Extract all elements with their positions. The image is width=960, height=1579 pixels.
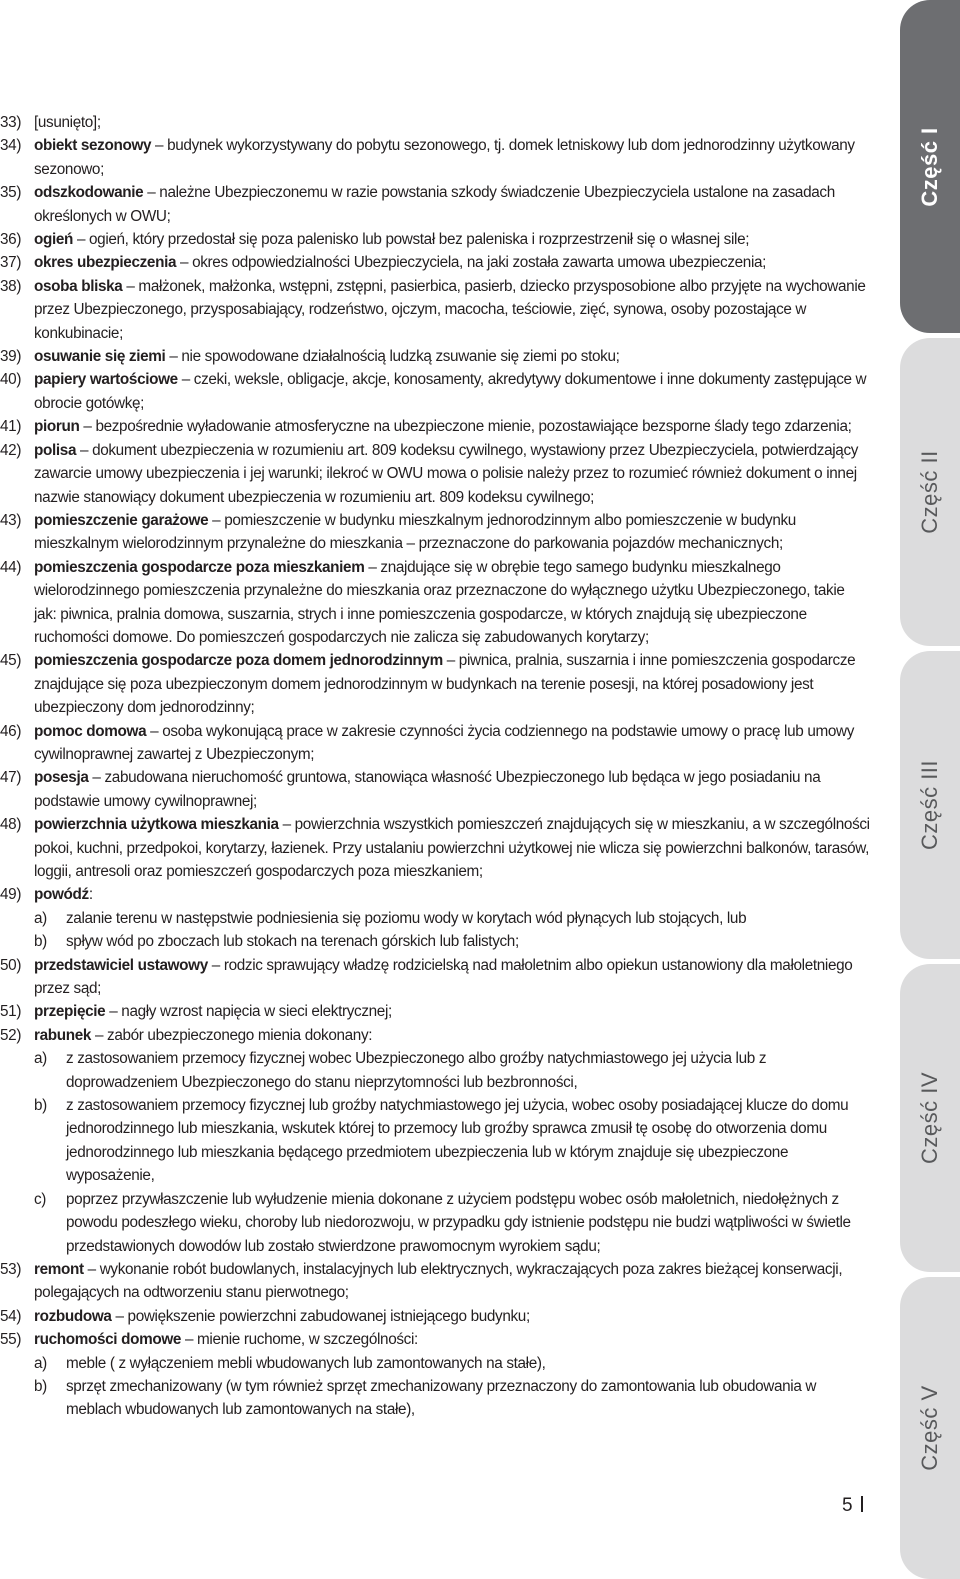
definition-number: 43) — [0, 511, 22, 529]
definition-body — [34, 723, 854, 763]
definition-body — [34, 1003, 392, 1020]
definition-text: – zabudowana nieruchomość gruntowa, stanowiąca własność Ubezpieczonego lub będąca w jego posiadaniu na podstawie umowy cywilnoprawnej; — [34, 769, 821, 810]
definition-number: 55) — [0, 1331, 22, 1349]
definition-item — [0, 439, 870, 509]
definition-body — [34, 418, 852, 435]
definition-body — [34, 512, 796, 552]
definition-body — [34, 1331, 418, 1348]
tab-label: Część IV — [917, 1071, 942, 1165]
definition-item — [0, 720, 870, 767]
definition-number: 42) — [0, 441, 22, 459]
definition-number: 35) — [0, 184, 22, 202]
definition-number: 52) — [0, 1026, 22, 1044]
tab-czesc-3[interactable] — [900, 651, 960, 959]
definition-item — [0, 1258, 870, 1305]
document-body — [0, 111, 870, 1422]
definition-body — [34, 1261, 842, 1301]
definition-term: rozbudowa — [34, 1307, 112, 1325]
definition-body — [34, 559, 845, 646]
tab-label: Część I — [917, 126, 942, 207]
subitem-text: z zastosowaniem przemocy fizycznej lub groźby natychmiastowego jej użycia, wobec osoby posiadającej klucze do domu jednorodzinnego lub mieszkania, wskutek której to przemocy lub groźby sprawca zmusił tę osobę do otworzenia domu jednorodzinnego lub mieszkania będącego przedmiotem ubezpieczenia lub w którym znajduje się ubezpieczone wyposażenie, — [66, 1097, 849, 1185]
definition-body — [34, 1027, 372, 1044]
definition-number: 51) — [0, 1003, 22, 1021]
definition-body — [34, 114, 101, 131]
definition-number: 40) — [0, 371, 22, 389]
definition-term: przedstawiciel ustawowy — [34, 956, 208, 974]
section-tabs — [900, 0, 960, 1579]
definition-item — [0, 134, 870, 181]
definition-body — [34, 371, 866, 411]
definition-text: – nagły wzrost napięcia w sieci elektrycznej; — [105, 1003, 392, 1021]
definition-text: – nie spowodowane działalnością ludzką zsuwanie się ziemi po stoku; — [165, 348, 620, 366]
definition-term: remont — [34, 1260, 84, 1278]
definition-text: – znajdujące się w obrębie tego samego budynku mieszkalnego wielorodzinnego pomieszczenia przynależne do mieszkania oraz przeznaczone do wyłącznego użytku Ubezpieczonego, takie jak: piwnica, pralnia domowa, suszarnia, strych i inne pomieszczenia gospodarcze, w których znajdują się ubezpieczone ruchomości domowe. Do pomieszczeń gospodarczych nie zalicza się zabudowanych korytarzy; — [34, 558, 845, 646]
subitem-letter: b) — [34, 1097, 47, 1115]
definition-subitem — [0, 1094, 870, 1188]
definition-body — [34, 278, 866, 342]
tab-label: Część II — [917, 450, 942, 534]
definition-item — [0, 181, 870, 228]
definition-item — [0, 766, 870, 813]
tab-label: Część III — [917, 759, 942, 851]
definition-item — [0, 954, 870, 1001]
tab-label: Część V — [917, 1385, 942, 1471]
definition-number: 45) — [0, 652, 22, 670]
definition-body — [34, 886, 93, 903]
subitem-letter: c) — [34, 1190, 47, 1208]
subitem-text: meble ( z wyłączeniem mebli wbudowanych lub zamontowanych na stałe), — [66, 1354, 546, 1372]
definition-body — [34, 652, 855, 716]
definition-number: 37) — [0, 254, 22, 272]
definition-term: odszkodowanie — [34, 184, 144, 202]
subitem-text: spływ wód po zboczach lub stokach na terenach górskich lub falistych; — [66, 933, 519, 951]
subitem-letter: a) — [34, 909, 47, 927]
tab-czesc-1[interactable] — [900, 0, 960, 333]
definition-item — [0, 228, 870, 251]
definition-item — [0, 368, 870, 415]
subitem-letter: b) — [34, 1377, 47, 1395]
definition-term: obiekt sezonowy — [34, 137, 152, 155]
definition-item — [0, 1328, 870, 1351]
subitem-text: z zastosowaniem przemocy fizycznej wobec Ubezpieczonego albo groźby natychmiastowego jej użycia lub z doprowadzeniem Ubezpieczonego do stanu nieprzytomności lub bezbronności, — [66, 1050, 767, 1091]
definition-term: pomoc domowa — [34, 722, 147, 740]
subitem-letter: a) — [34, 1050, 47, 1068]
definition-number: 34) — [0, 137, 22, 155]
definition-text: – osoba wykonującą prace w zakresie czynności życia codziennego na podstawie umowy o pracę lub umowy cywilnoprawnej zawartej z Ubezpieczonym; — [34, 722, 855, 763]
definition-item — [0, 345, 870, 368]
tab-czesc-5[interactable] — [900, 1277, 960, 1579]
definition-term: osoba bliska — [34, 277, 123, 295]
definition-item — [0, 813, 870, 883]
subitem-letter: a) — [34, 1354, 47, 1372]
definition-term: papiery wartościowe — [34, 371, 178, 389]
definition-body — [34, 442, 858, 506]
definition-number: 44) — [0, 558, 22, 576]
definition-term: osuwanie się ziemi — [34, 348, 166, 366]
definition-subitem — [0, 1047, 870, 1094]
definition-subitem — [0, 1188, 870, 1258]
definition-item — [0, 111, 870, 134]
definition-term: pomieszczenie garażowe — [34, 511, 209, 529]
definition-term: ruchomości domowe — [34, 1331, 182, 1349]
definition-term: okres ubezpieczenia — [34, 254, 177, 272]
definition-body — [34, 1308, 530, 1325]
definition-item — [0, 883, 870, 906]
definition-text: – budynek wykorzystywany do pobytu sezonowego, tj. domek letniskowy lub dom jednorodzinny użytkowany sezonowo; — [34, 137, 855, 178]
definition-text: – zabór ubezpieczonego mienia dokonany: — [91, 1026, 373, 1044]
definition-item — [0, 415, 870, 438]
definition-body — [34, 957, 852, 997]
definition-text: – mienie ruchome, w szczególności: — [181, 1331, 418, 1349]
definition-text: – należne Ubezpieczonemu w razie powstania szkody świadczenie Ubezpieczyciela ustalone na zasadach określonych w OWU; — [34, 184, 835, 225]
definition-number: 53) — [0, 1260, 22, 1278]
definition-text: – pomieszczenie w budynku mieszkalnym jednorodzinnym albo pomieszczenie w budynku mieszkalnym wielorodzinnym przynależne do mieszkania – przeznaczone do parkowania pojazdów mechanicznych; — [34, 511, 796, 553]
definition-number: 33) — [0, 114, 22, 131]
definition-item — [0, 275, 870, 345]
definition-number: 36) — [0, 231, 22, 249]
definition-item — [0, 509, 870, 556]
definition-text: – ogień, który przedostał się poza palenisko lub powstał bez paleniska i rozprzestrzenił się o własnej sile; — [73, 231, 750, 249]
definition-text: – piwnica, pralnia, suszarnia i inne pomieszczenia gospodarcze znajdujące się poza ubezpieczonym domem jednorodzinnym w budynkach na terenie posesji, na której posadowiony jest ubezpieczony dom jednorodzinny; — [34, 652, 856, 717]
definition-subitem — [0, 907, 870, 930]
subitem-text: sprzęt zmechanizowany (w tym również sprzęt zmechanizowany przeznaczony do zamontowania lub obudowania w meblach wbudowanych lub zamontowanych na stałe), — [66, 1377, 817, 1419]
definition-text: [usunięto]; — [34, 114, 101, 131]
definition-item — [0, 556, 870, 650]
definition-term: pomieszczenia gospodarcze poza mieszkaniem — [34, 558, 365, 576]
definition-text: – powiększenie powierzchni zabudowanej istniejącego budynku; — [111, 1307, 530, 1325]
definition-term: powódź — [34, 886, 89, 904]
definition-term: przepięcie — [34, 1003, 106, 1021]
definition-term: piorun — [34, 418, 80, 436]
definition-body — [34, 816, 870, 880]
definition-subitem — [0, 930, 870, 953]
subitem-text: poprzez przywłaszczenie lub wyłudzenie mienia dokonane z użyciem podstępu wobec osób małoletnich, niedołężnych z powodu podeszłego wieku, choroby lub niedorozwoju, w przypadku gdy istnienie podstępu nie budzi wątpliwości w świetle przedstawionych dowodów lub zostało stwierdzone prawomocnym wyrokiem sądu; — [66, 1190, 851, 1255]
definition-text: – rodzic sprawujący władzę rodzicielską nad małoletnim albo opiekun ustanowiony dla małoletniego przez sąd; — [34, 956, 853, 998]
definition-text: – okres odpowiedzialności Ubezpieczyciela, na jaki została zawarta umowa ubezpieczenia; — [176, 254, 767, 272]
definition-subitem — [0, 1375, 870, 1422]
definition-term: pomieszczenia gospodarcze poza domem jednorodzinnym — [34, 652, 443, 670]
definition-body — [34, 769, 820, 809]
tab-czesc-4[interactable] — [900, 964, 960, 1272]
definition-term: ogień — [34, 231, 74, 249]
definition-number: 38) — [0, 277, 22, 295]
definition-number: 46) — [0, 722, 22, 740]
definition-number: 48) — [0, 816, 22, 834]
definition-item — [0, 251, 870, 274]
definition-item — [0, 1305, 870, 1328]
definition-body — [34, 137, 855, 177]
definition-number: 54) — [0, 1307, 22, 1325]
definition-text: – bezpośrednie wyładowanie atmosferyczne na ubezpieczone mienie, pozostawiające bezsporne ślady tego zdarzenia; — [79, 418, 852, 436]
definition-body — [34, 231, 749, 248]
definition-term: powierzchnia użytkowa mieszkania — [34, 816, 279, 834]
definition-term: posesja — [34, 769, 89, 787]
definition-number: 47) — [0, 769, 22, 787]
page-number — [842, 1495, 863, 1517]
definition-number: 49) — [0, 886, 22, 904]
definition-text: – powierzchnia wszystkich pomieszczeń znajdujących się w mieszkaniu, a w szczególności pokoi, kuchni, przedpokoi, korytarzy, łazienek. Przy ustalaniu powierzchni użytkowej nie wlicza się powierzchni balkonów, tarasów, loggii, antresoli oraz pomieszczeń gospodarczych poza mieszkaniem; — [34, 816, 870, 880]
tab-czesc-2[interactable] — [900, 338, 960, 646]
definition-item — [0, 1000, 870, 1023]
definition-term: polisa — [34, 441, 77, 459]
definition-subitem — [0, 1352, 870, 1375]
definition-term: rabunek — [34, 1026, 92, 1044]
page-number-bar — [861, 1496, 863, 1512]
definition-number: 39) — [0, 348, 22, 366]
definition-text: – dokument ubezpieczenia w rozumieniu art. 809 kodeksu cywilnego, wystawiony przez Ubezpieczyciela, potwierdzający zawarcie umowy ubezpieczenia i jej warunki; ilekroć w OWU mowa o polisie należy przez to rozumieć również dokument o innej nazwie stanowiący dokument ubezpieczenia w rozumieniu art. 809 kodeksu cywilnego; — [34, 441, 859, 506]
definition-number: 50) — [0, 956, 22, 974]
definition-item — [0, 649, 870, 719]
definition-body — [34, 348, 620, 365]
definition-text: : — [88, 886, 93, 904]
definition-text: – małżonek, małżonka, wstępni, zstępni, pasierbica, pasierb, dziecko przysposobione albo przyjęte na wychowanie przez Ubezpieczonego, przysposabiający, rodzeństwo, ojczym, macocha, teściowie, zięć, synowa, osoby pozostające w konkubinacie; — [34, 277, 866, 342]
definition-body — [34, 184, 835, 224]
definition-number: 41) — [0, 418, 22, 436]
definition-body — [34, 254, 766, 271]
definition-item — [0, 1024, 870, 1047]
page-number-value: 5 — [842, 1495, 853, 1516]
subitem-text: zalanie terenu w następstwie podniesienia się poziomu wody w korytach wód płynących lub stojących, lub — [66, 909, 747, 927]
definition-text: – wykonanie robót budowlanych, instalacyjnych lub elektrycznych, wykraczających poza zakres bieżącej konserwacji, polegających na odtworzeniu stanu pierwotnego; — [34, 1260, 843, 1302]
definition-text: – czeki, weksle, obligacje, akcje, konosamenty, akredytywy dokumentowe i inne dokumenty zastępujące w obrocie gotówkę; — [34, 371, 867, 412]
subitem-letter: b) — [34, 933, 47, 951]
